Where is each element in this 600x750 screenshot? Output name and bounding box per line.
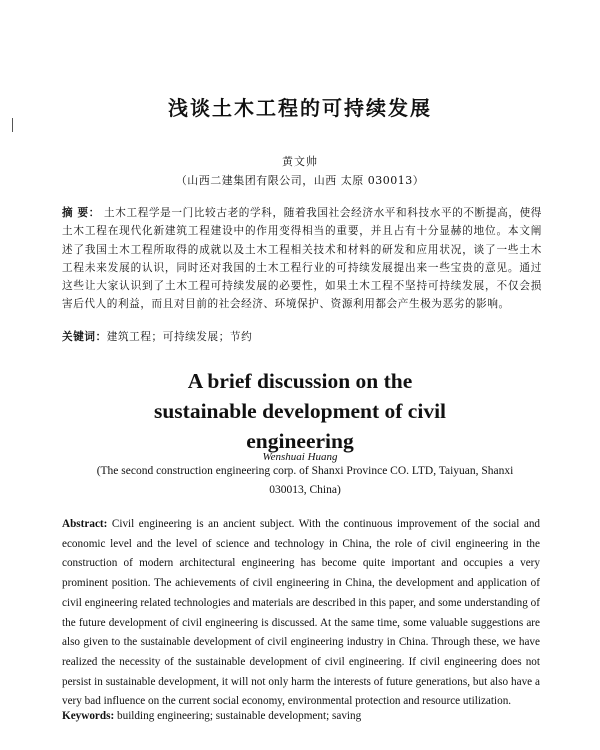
chinese-keywords-text: 建筑工程；可持续发展；节约 <box>106 331 253 343</box>
scan-margin-mark <box>12 118 13 132</box>
english-keywords-text: building engineering; sustainable development; saving <box>117 710 362 722</box>
chinese-keywords-label: 关键词： <box>62 331 107 343</box>
chinese-author: 黄文帅 <box>282 155 318 168</box>
chinese-abstract-label: 摘 要： <box>62 207 101 219</box>
chinese-keywords <box>62 329 542 344</box>
chinese-abstract <box>62 204 542 314</box>
english-author: Wenshuai Huang <box>262 451 338 463</box>
english-keywords <box>62 710 540 722</box>
chinese-abstract-text: 土木工程学是一门比较古老的学科，随着我国社会经济水平和科技水平的不断提高，使得土木工程在现代化新建筑工程建设中的作用变得相当的重要，并且占有十分显赫的地位。本文阐述了我国土木工程所取得的成就以及土木工程相关技术和材料的研发和应用状况，谈了一些土木工程未来发展的认识，同时还对我国的土木工程行业的可持续发展提出来一些宝贵的意见。通过这些让大家认识到了土木工程可持续发展的必要性，如果土木工程不坚持可持续发展，不仅会损害后代人的利益，而且对目前的社会经济、环境保护、资源利用都会产生极为恶劣的影响。 <box>62 207 542 311</box>
english-abstract-text: Civil engineering is an ancient subject. With the continuous improvement of the social and economic level and the level of science and technology in China, the role of civil engineering in the construction of modern architectural engineering has become quite important and occupies a very prominent position. The achievements of civil engineering in China, the development and application of civil engineering related technologies and materials are described in this paper, and some understanding of the future development of civil engineering is discussed. At the same time, some valuable suggestions are also given to the sustainable development of civil engineering industry in China. Through these, we have realized the necessity of the sustainable development of civil engineering. If civil engineering does not persist in sustainable development, it will not only harm the interests of future generations, but also have a very bad influence on the current social economy, environmental protection and resource utilization. <box>62 518 541 708</box>
english-keywords-label: Keywords: <box>62 710 115 722</box>
chinese-affiliation: （山西二建集团有限公司，山西 太原 030013） <box>175 174 425 187</box>
chinese-title: 浅谈土木工程的可持续发展 <box>168 96 432 120</box>
english-abstract <box>62 515 540 712</box>
english-affiliation: (The second construction engineering corp. of Shanxi Province CO. LTD, Taiyuan, Shanxi 030013, China) <box>96 465 514 496</box>
english-abstract-label: Abstract: <box>62 518 108 530</box>
english-title: A brief discussion on the sustainable development of civil engineering <box>153 369 447 453</box>
